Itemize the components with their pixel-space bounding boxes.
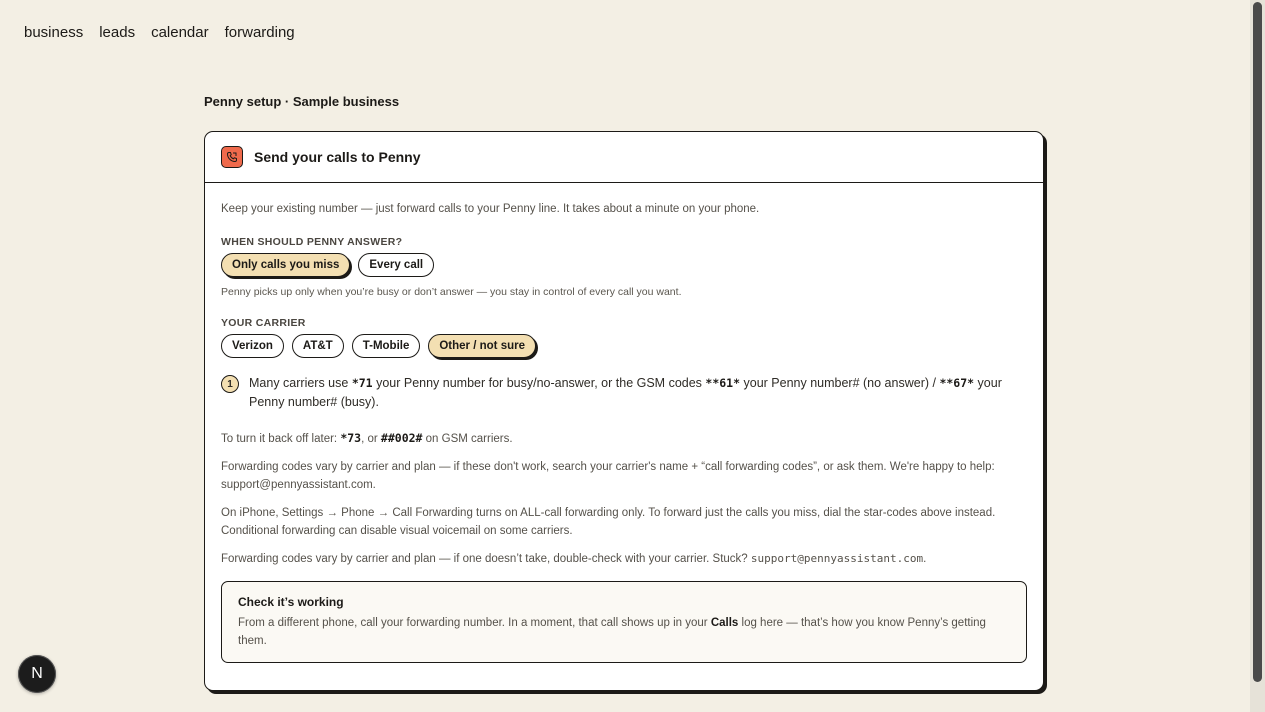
step-text-part: your Penny number# (no answer) / xyxy=(740,376,940,390)
carrier-section-label: YOUR CARRIER xyxy=(221,317,306,329)
support-email[interactable]: support@pennyassistant.com xyxy=(750,552,924,565)
carrier-options xyxy=(221,334,1027,358)
answer-hint: Penny picks up only when you’re busy or don’t answer — you stay in control of every call you want. xyxy=(221,286,682,298)
note-text-part: To turn it back off later: xyxy=(221,433,341,445)
page-scrollbar[interactable] xyxy=(1250,0,1265,712)
intro-text: Keep your existing number — just forward calls to your Penny line. It takes about a minute on your phone. xyxy=(221,203,760,215)
code-turn-off: *73 xyxy=(340,431,362,445)
stuck-note xyxy=(221,550,1027,568)
option-missed-calls[interactable]: Only calls you miss xyxy=(221,253,350,277)
forwarding-card xyxy=(204,131,1044,691)
code-no-answer: **61* xyxy=(705,376,741,390)
check-working-box xyxy=(221,581,1027,663)
top-nav xyxy=(24,24,295,41)
card-body xyxy=(205,183,1043,663)
nav-item-calendar[interactable]: calendar xyxy=(151,24,209,41)
option-every-call[interactable]: Every call xyxy=(358,253,434,277)
phone-icon xyxy=(221,146,243,168)
nav-item-leads[interactable]: leads xyxy=(99,24,136,41)
carrier-other[interactable]: Other / not sure xyxy=(428,334,536,358)
answer-options xyxy=(221,253,1027,277)
note-text-part: , or xyxy=(361,433,381,445)
step-text-part: your Penny number# (busy). xyxy=(249,376,1002,409)
nav-item-business[interactable]: business xyxy=(24,24,84,41)
step-text xyxy=(249,374,1027,412)
code-busy-no-answer: *71 xyxy=(351,376,373,390)
carrier-verizon[interactable]: Verizon xyxy=(221,334,284,358)
note-text-part: . xyxy=(923,553,927,565)
nextjs-dev-badge[interactable] xyxy=(18,655,56,693)
nav-item-forwarding[interactable]: forwarding xyxy=(224,24,295,41)
code-busy: **67* xyxy=(939,376,975,390)
step-text-part: Many carriers use xyxy=(249,376,352,390)
nextjs-logo-icon: N xyxy=(31,665,43,682)
step-text-part: your Penny number for busy/no-answer, or the GSM codes xyxy=(372,376,706,390)
calls-log-label: Calls xyxy=(710,617,739,629)
code-gsm-turn-off: ##002# xyxy=(380,431,423,445)
note-text-part: on GSM carriers. xyxy=(422,433,513,445)
check-text xyxy=(238,614,1010,650)
step-number: 1 xyxy=(221,375,239,393)
card-header xyxy=(205,132,1043,183)
check-text-part: From a different phone, call your forwarding number. In a moment, that call shows up in your xyxy=(238,617,711,629)
note-text-part: Forwarding codes vary by carrier and plan — if one doesn’t take, double-check with your carrier. Stuck? xyxy=(221,553,751,565)
card-title: Send your calls to Penny xyxy=(254,149,421,165)
carrier-tmobile[interactable]: T-Mobile xyxy=(352,334,421,358)
page-title: Penny setup · Sample business xyxy=(204,94,400,109)
turn-off-note xyxy=(221,429,1027,448)
step-1 xyxy=(221,374,1027,412)
answer-section-label: WHEN SHOULD PENNY ANSWER? xyxy=(221,236,403,248)
scrollbar-thumb[interactable] xyxy=(1253,2,1262,682)
phone-icon-svg xyxy=(226,151,238,163)
carrier-att[interactable]: AT&T xyxy=(292,334,344,358)
check-text-part: log here — that’s how you know Penny’s getting them. xyxy=(238,617,986,647)
carrier-codes-note: Forwarding codes vary by carrier and plan — if these don't work, search your carrier's name + “call forwarding codes”, or ask them. We're happy to help: support@pennyassistant.com. xyxy=(221,461,995,491)
check-title: Check it’s working xyxy=(238,595,344,609)
iphone-note: On iPhone, Settings → Phone → Call Forwarding turns on ALL-call forwarding only. To forward just the calls you miss, dial the star-codes above instead. Conditional forwarding can disable visual voicemail on some carriers. xyxy=(221,507,996,537)
